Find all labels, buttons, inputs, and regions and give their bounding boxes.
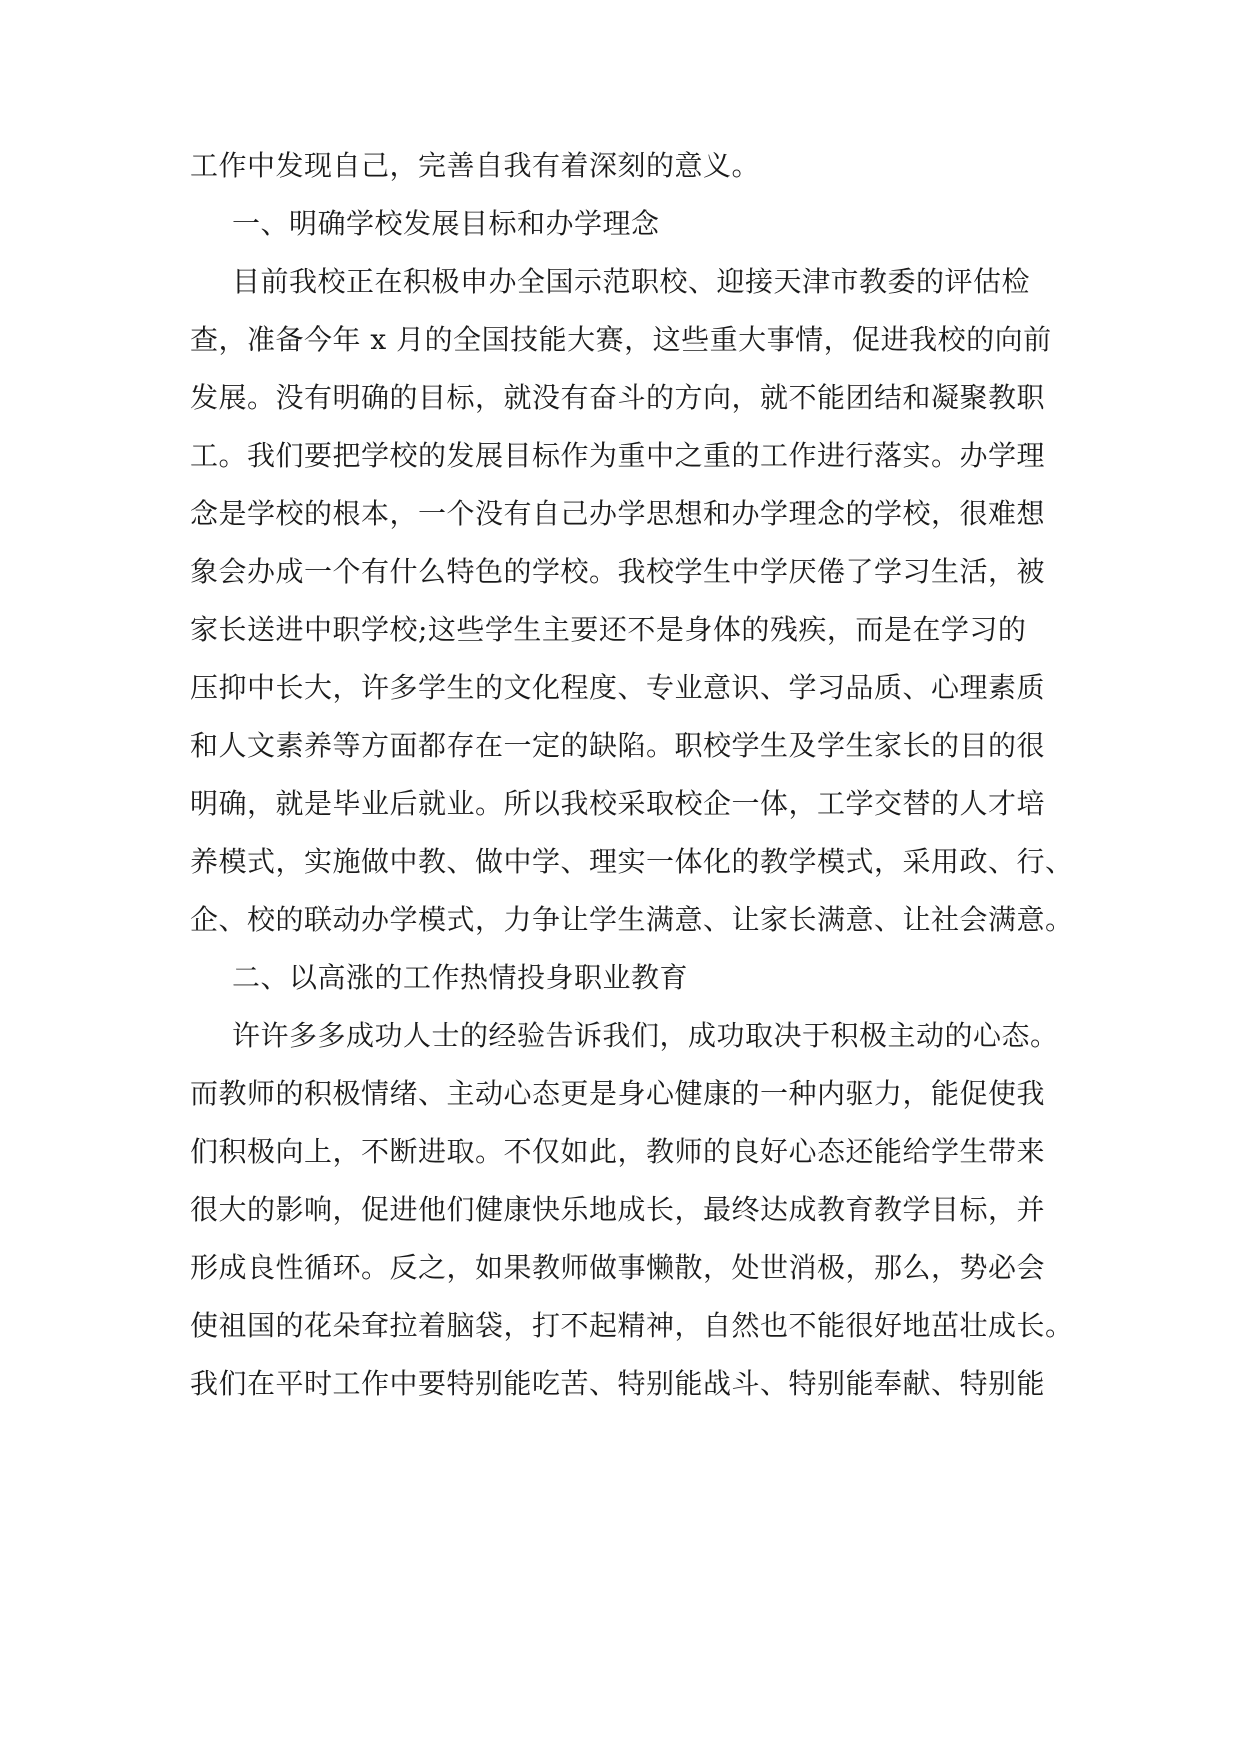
text-line: 压抑中长大，许多学生的文化程度、专业意识、学习品质、心理素质	[190, 671, 1046, 704]
text-line: 工作中发现自己，完善自我有着深刻的意义。	[190, 149, 761, 182]
section-heading: 二、以高涨的工作热情投身职业教育	[232, 961, 689, 994]
text-line: 我们在平时工作中要特别能吃苦、特别能战斗、特别能奉献、特别能	[190, 1367, 1046, 1400]
text-line: 象会办成一个有什么特色的学校。我校学生中学厌倦了学习生活，被	[190, 555, 1046, 588]
text-line: 企、校的联动办学模式，力争让学生满意、让家长满意、让社会满意。	[190, 903, 1074, 936]
text-line: 许许多多成功人士的经验告诉我们，成功取决于积极主动的心态。	[232, 1019, 1059, 1052]
text-line: 查，准备今年 x 月的全国技能大赛，这些重大事情，促进我校的向前	[190, 323, 1052, 356]
text-line: 工。我们要把学校的发展目标作为重中之重的工作进行落实。办学理	[190, 439, 1046, 472]
text-line: 和人文素养等方面都存在一定的缺陷。职校学生及学生家长的目的很	[190, 729, 1046, 762]
text-line: 发展。没有明确的目标，就没有奋斗的方向，就不能团结和凝聚教职	[190, 381, 1046, 414]
text-line: 养模式，实施做中教、做中学、理实一体化的教学模式，采用政、行、	[190, 845, 1074, 878]
text-line: 很大的影响，促进他们健康快乐地成长，最终达成教育教学目标，并	[190, 1193, 1046, 1226]
text-line: 目前我校正在积极申办全国示范职校、迎接天津市教委的评估检	[232, 265, 1031, 298]
text-line: 而教师的积极情绪、主动心态更是身心健康的一种内驱力，能促使我	[190, 1077, 1046, 1110]
text-line: 使祖国的花朵耷拉着脑袋，打不起精神，自然也不能很好地茁壮成长。	[190, 1309, 1074, 1342]
text-line: 明确，就是毕业后就业。所以我校采取校企一体，工学交替的人才培	[190, 787, 1046, 820]
text-line: 们积极向上，不断进取。不仅如此，教师的良好心态还能给学生带来	[190, 1135, 1046, 1168]
text-line: 形成良性循环。反之，如果教师做事懒散，处世消极，那么，势必会	[190, 1251, 1046, 1284]
text-line: 家长送进中职学校;这些学生主要还不是身体的残疾，而是在学习的	[190, 613, 1027, 646]
text-line: 念是学校的根本，一个没有自己办学思想和办学理念的学校，很难想	[190, 497, 1046, 530]
section-heading: 一、明确学校发展目标和办学理念	[232, 207, 660, 240]
